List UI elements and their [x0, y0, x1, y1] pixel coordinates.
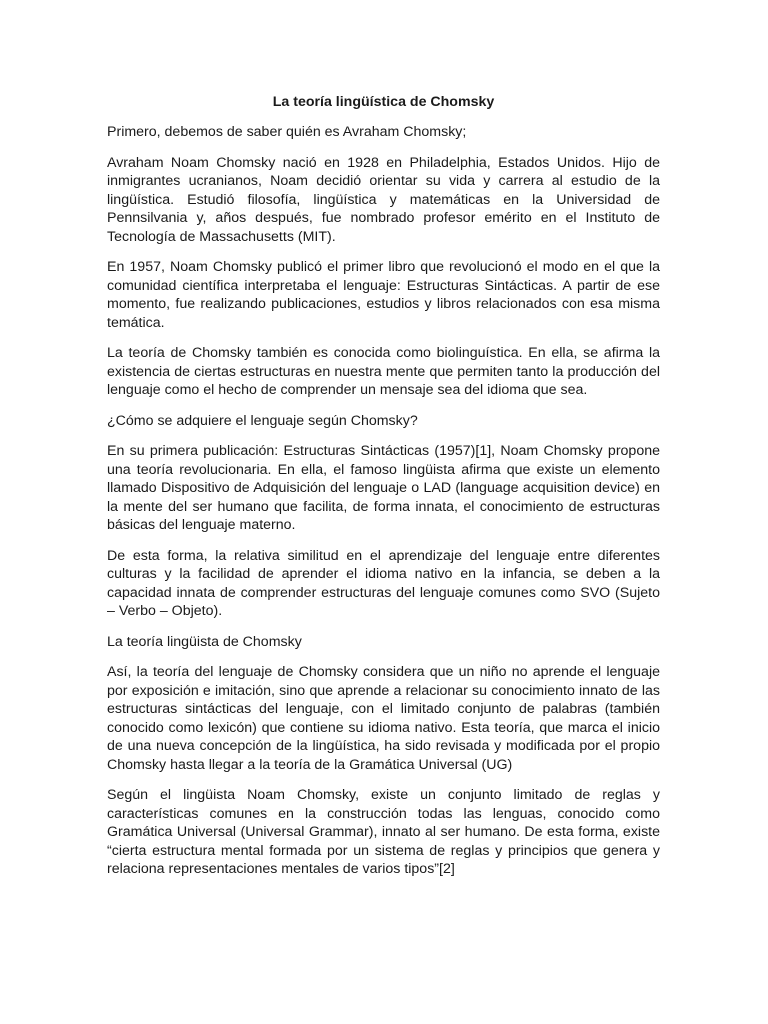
paragraph-question: ¿Cómo se adquiere el lenguaje según Chomsky? — [107, 412, 418, 429]
paragraph-subheading: La teoría lingüista de Chomsky — [107, 633, 302, 650]
paragraph-svo: De esta forma, la relativa similitud en el aprendizaje del lenguaje entre diferentes culturas y la facilidad de aprender el idioma nativo en la infancia, se deben a la capacidad innata de comprender estructuras del lenguaje comunes como SVO (Sujeto – Verbo – Objeto). — [107, 547, 660, 619]
document-title: La teoría lingüística de Chomsky — [272, 94, 495, 110]
paragraph-first-book: En 1957, Noam Chomsky publicó el primer libro que revolucionó el modo en el que la comunidad científica interpretaba el lenguaje: Estructuras Sintácticas. A partir de ese momento, fue realizando publicaciones, estudios y libros relacionados con esa misma temática. — [107, 259, 660, 331]
paragraph-theory: Así, la teoría del lenguaje de Chomsky considera que un niño no aprende el lenguaje por exposición e imitación, sino que aprende a relacionar su conocimiento innato de las estructuras sintácticas del lenguaje, con el limitado conjunto de palabras (también conocido como lexicón) que contiene su idioma nativo. Esta teoría, que marca el inicio de una nueva concepción de la lingüística, ha sido revisada y modificada por el propio Chomsky hasta llegar a la teoría de la Gramática Universal (UG) — [107, 664, 660, 773]
paragraph-biography: Avraham Noam Chomsky nació en 1928 en Philadelphia, Estados Unidos. Hijo de inmigrantes ucranianos, Noam decidió orientar su vida y carrera al estudio de la lingüística. Estudió filosofía, lingüística y matemáticas en la Universidad de Pennsilvania y, años después, fue nombrado profesor emérito en el Instituto de Tecnología de Massachusetts (MIT). — [107, 154, 660, 245]
paragraph-lad: En su primera publicación: Estructuras Sintácticas (1957)[1], Noam Chomsky propone una teoría revolucionaria. En ella, el famoso lingüista afirma que existe un elemento llamado Dispositivo de Adquisición del lenguaje o LAD (language acquisition device) en la mente del ser humano que facilita, de forma innata, el conocimiento de estructuras básicas del lenguaje materno. — [107, 443, 660, 533]
paragraph-biolinguistics: La teoría de Chomsky también es conocida como biolinguística. En ella, se afirma la existencia de ciertas estructuras en nuestra mente que permiten tanto la producción del lenguaje como el hecho de comprender un mensaje sea del idioma que sea. — [107, 345, 660, 398]
paragraph-intro: Primero, debemos de saber quién es Avraham Chomsky; — [107, 124, 467, 140]
paragraph-universal-grammar: Según el lingüista Noam Chomsky, existe un conjunto limitado de reglas y características comunes en la construcción todas las lenguas, conocido como Gramática Universal (Universal Grammar), innato al ser humano. De esta forma, existe “cierta estructura mental formada por un sistema de reglas y principios que genera y relaciona representaciones mentales de varios tipos”[2] — [107, 787, 660, 877]
